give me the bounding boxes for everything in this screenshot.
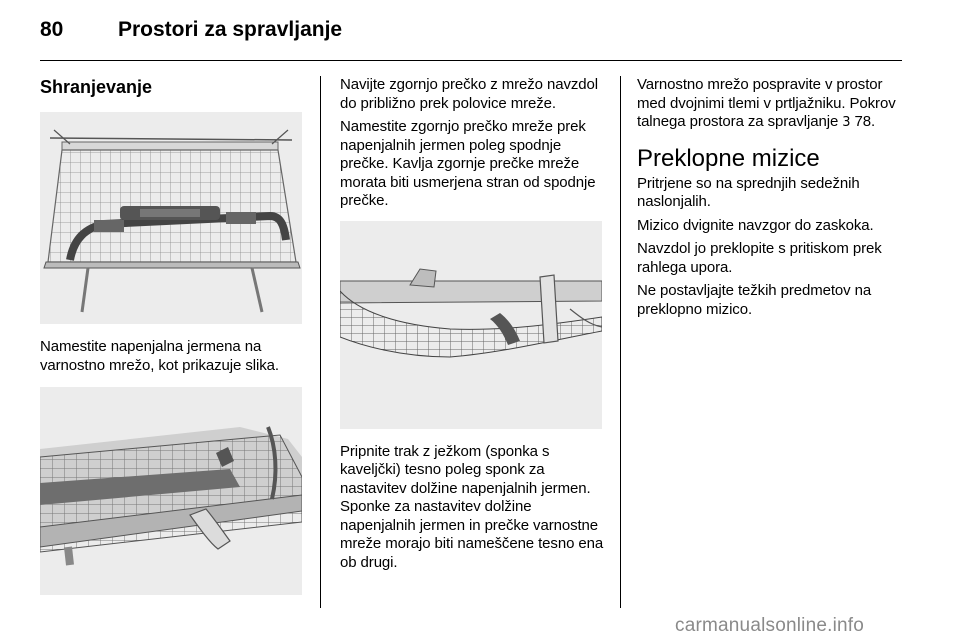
paragraph-velcro-strap: Pripnite trak z ježkom (sponka s kaveljčki) tesno poleg sponk za nastavitev dolžine napenjalnih jermen. Sponke za nastavitev dolžine napenjalnih jermen in prečke varnostne mreže morajo biti nameščene tesno ena ob drugi. [340, 442, 604, 571]
section-heading-folding-tables: Preklopne mizice [637, 144, 820, 172]
column-1 [40, 76, 304, 595]
page-header [40, 18, 920, 48]
rolled-net-illustration [340, 221, 602, 429]
paragraph-raise-table: Mizico dvignite navzgor do zaskoka. [637, 216, 874, 234]
chapter-title: Prostori za spravljanje [118, 18, 343, 41]
paragraph-fold-table: Navzdol jo preklopite s pritiskom prek rahlega upora. [637, 240, 882, 276]
stow-text: Varnostno mrežo pospravite v prostor med dvojnimi tlemi v prtljažniku. Pokrov talnega prostora za spravljanje [637, 76, 896, 130]
column-divider-2 [620, 76, 621, 608]
paragraph-tables-location: Pritrjene so na sprednjih sedežnih naslonjalih. [637, 174, 860, 210]
section-heading-storage: Shranjevanje [40, 77, 153, 97]
page-number: 80 [40, 18, 64, 41]
safety-net-illustration [40, 112, 302, 324]
paragraph-heavy-objects-warning: Ne postavljajte težkih predmetov na preklopno mizico. [637, 282, 872, 318]
watermark-logo: carmanualsonline.info [675, 615, 865, 636]
page-reference[interactable]: 78. [850, 113, 876, 130]
paragraph-roll-bar: Navijte zgornjo prečko z mrežo navzdol do približno prek polovice mreže. [340, 76, 598, 112]
page-reference-arrow-icon: 3 [842, 115, 851, 130]
column-2 [340, 76, 604, 577]
strap-attachment-illustration [40, 387, 302, 595]
column-3 [637, 76, 907, 324]
paragraph-install-straps: Namestite napenjalna jermena na varnostno mrežo, kot prikazuje slika. [40, 338, 279, 374]
paragraph-place-bar: Namestite zgornjo prečko mreže prek napenjalnih jermen poleg spodnje prečke. Kavlja zgornje prečke mreže morata biti usmerjena stran od spodnje prečke. [340, 118, 596, 209]
header-rule [40, 60, 902, 61]
column-divider-1 [320, 76, 321, 608]
paragraph-stow-net [637, 76, 907, 133]
